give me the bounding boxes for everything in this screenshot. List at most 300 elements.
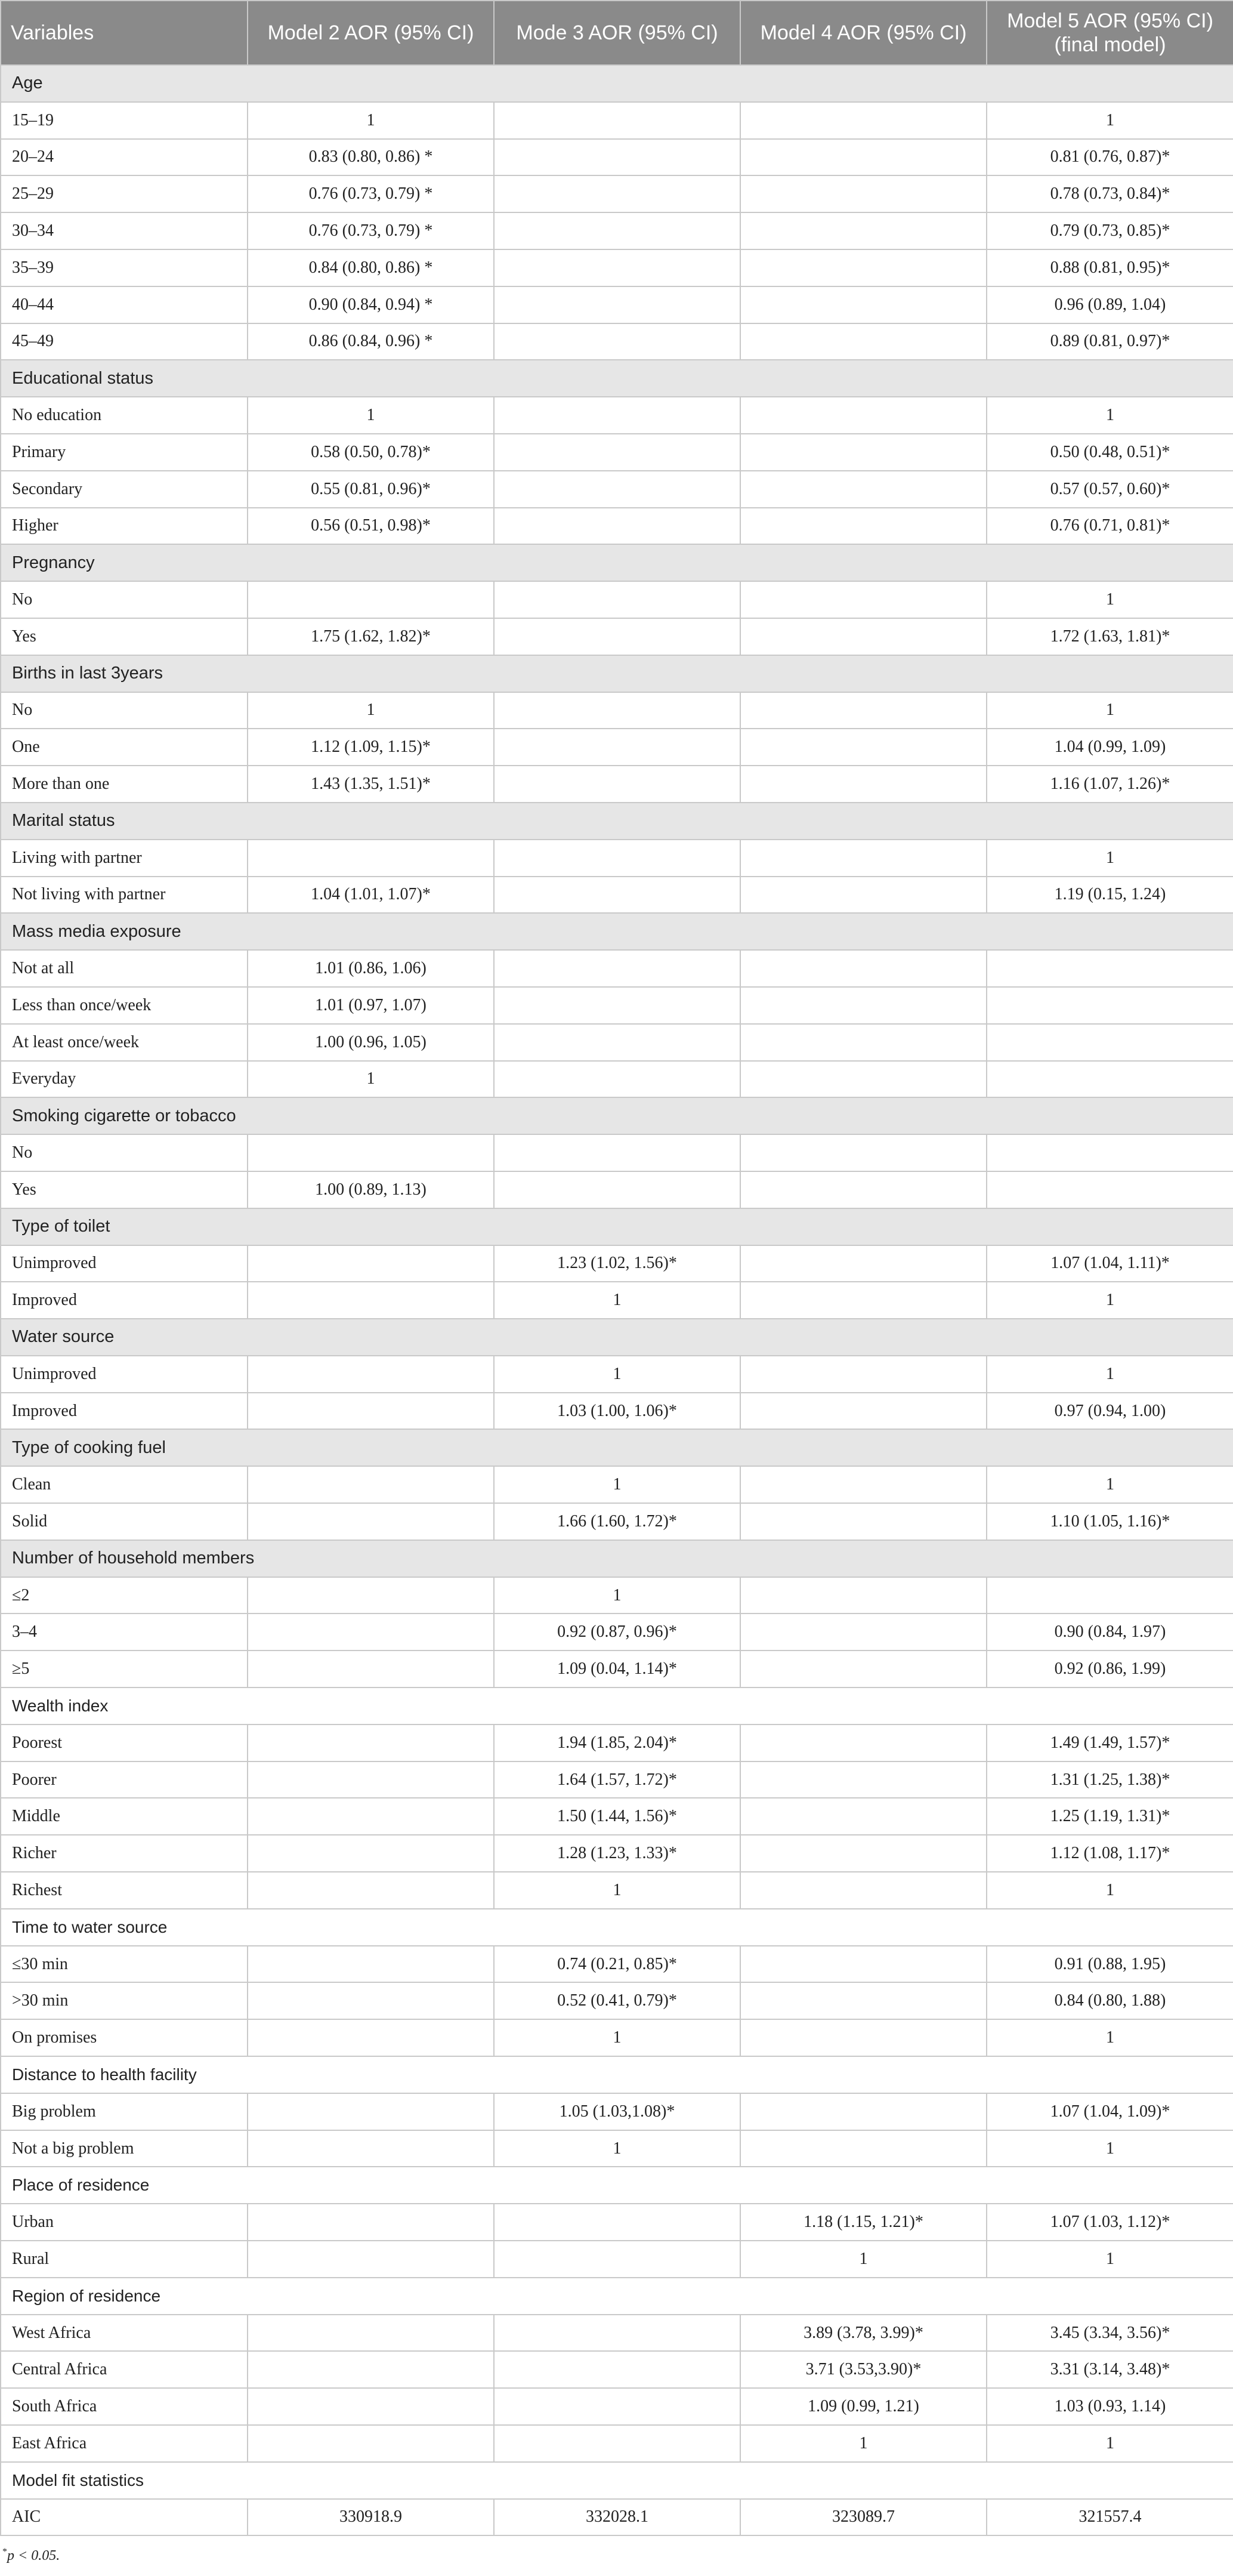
variable-cell: Not at all: [1, 950, 248, 987]
variable-cell: Yes: [1, 1171, 248, 1208]
model-3-cell: [494, 2315, 740, 2352]
variable-cell: Clean: [1, 1466, 248, 1503]
header-model-2: Model 2 AOR (95% CI): [248, 1, 494, 65]
table-row: [1, 1798, 1233, 1835]
model-4-cell: [740, 1061, 987, 1098]
table-row: [1, 1282, 1233, 1319]
table-row: [1, 2499, 1233, 2536]
model-4-cell: [740, 1134, 987, 1171]
model-2-cell: [248, 2351, 494, 2388]
model-5-cell: [987, 1024, 1233, 1061]
model-2-cell: 0.86 (0.84, 0.96) *: [248, 323, 494, 360]
model-2-cell: 1.01 (0.86, 1.06): [248, 950, 494, 987]
model-4-cell: [740, 1577, 987, 1614]
variable-cell: 45–49: [1, 323, 248, 360]
model-3-cell: 1.64 (1.57, 1.72)*: [494, 1761, 740, 1798]
model-3-cell: 1.23 (1.02, 1.56)*: [494, 1245, 740, 1282]
variable-cell: No: [1, 692, 248, 729]
model-3-cell: [494, 581, 740, 618]
model-4-cell: 1.18 (1.15, 1.21)*: [740, 2204, 987, 2241]
model-5-cell: 1: [987, 2019, 1233, 2056]
model-3-cell: [494, 397, 740, 434]
model-2-cell: [248, 1577, 494, 1614]
model-3-cell: [494, 249, 740, 286]
model-5-cell: 1: [987, 2130, 1233, 2167]
model-5-cell: 1: [987, 397, 1233, 434]
section-label: Water source: [1, 1319, 1233, 1356]
section-label: Type of cooking fuel: [1, 1429, 1233, 1466]
model-4-cell: [740, 2093, 987, 2130]
model-3-cell: [494, 2241, 740, 2278]
section-label: Pregnancy: [1, 544, 1233, 581]
model-5-cell: 0.96 (0.89, 1.04): [987, 286, 1233, 323]
model-5-cell: 1: [987, 102, 1233, 139]
model-2-cell: [248, 2425, 494, 2462]
table-row: [1, 692, 1233, 729]
table-row: [1, 1577, 1233, 1614]
header-model-3: Mode 3 AOR (95% CI): [494, 1, 740, 65]
model-3-cell: [494, 1171, 740, 1208]
table-row: [1, 618, 1233, 655]
section-label: Educational status: [1, 360, 1233, 397]
model-4-cell: [740, 1614, 987, 1651]
model-3-cell: 1: [494, 1577, 740, 1614]
model-4-cell: [740, 729, 987, 766]
section-header-row: [1, 803, 1233, 840]
table-row: [1, 987, 1233, 1024]
table-row: [1, 1982, 1233, 2019]
subgroup-label: Distance to health facility: [1, 2056, 1233, 2093]
model-4-cell: [740, 1761, 987, 1798]
model-2-cell: [248, 1282, 494, 1319]
model-3-cell: [494, 950, 740, 987]
model-2-cell: [248, 1134, 494, 1171]
model-5-cell: 321557.4: [987, 2499, 1233, 2536]
model-3-cell: [494, 323, 740, 360]
model-4-cell: [740, 397, 987, 434]
model-3-cell: 332028.1: [494, 2499, 740, 2536]
table-body: [1, 65, 1233, 2535]
model-4-cell: [740, 102, 987, 139]
model-2-cell: [248, 2130, 494, 2167]
model-3-cell: 1: [494, 2019, 740, 2056]
variable-cell: Living with partner: [1, 840, 248, 877]
table-row: [1, 1651, 1233, 1687]
model-4-cell: [740, 323, 987, 360]
model-5-cell: 0.84 (0.80, 1.88): [987, 1982, 1233, 2019]
variable-cell: ≤2: [1, 1577, 248, 1614]
model-5-cell: 1: [987, 1356, 1233, 1393]
table-row: [1, 2019, 1233, 2056]
model-2-cell: 0.55 (0.81, 0.96)*: [248, 471, 494, 508]
model-5-cell: 0.78 (0.73, 0.84)*: [987, 175, 1233, 212]
footnote: [2, 2547, 60, 2564]
model-4-cell: [740, 1466, 987, 1503]
model-5-cell: 0.88 (0.81, 0.95)*: [987, 249, 1233, 286]
table-row: [1, 397, 1233, 434]
table-row: [1, 766, 1233, 803]
model-3-cell: 1: [494, 1466, 740, 1503]
subgroup-label-row: [1, 2278, 1233, 2315]
section-header-row: [1, 1097, 1233, 1134]
model-5-cell: 1.31 (1.25, 1.38)*: [987, 1761, 1233, 1798]
model-2-cell: [248, 1466, 494, 1503]
variable-cell: Poorest: [1, 1724, 248, 1761]
variable-cell: Richest: [1, 1872, 248, 1909]
model-3-cell: [494, 175, 740, 212]
model-2-cell: [248, 1724, 494, 1761]
model-2-cell: 0.84 (0.80, 0.86) *: [248, 249, 494, 286]
model-5-cell: 1: [987, 840, 1233, 877]
header-variables: Variables: [1, 1, 248, 65]
subgroup-label: Model fit statistics: [1, 2462, 1233, 2499]
model-3-cell: 0.52 (0.41, 0.79)*: [494, 1982, 740, 2019]
table-row: [1, 1761, 1233, 1798]
model-4-cell: [740, 1651, 987, 1687]
model-3-cell: 1.94 (1.85, 2.04)*: [494, 1724, 740, 1761]
model-2-cell: [248, 1614, 494, 1651]
table-row: [1, 139, 1233, 176]
variable-cell: No: [1, 581, 248, 618]
model-2-cell: [248, 2019, 494, 2056]
variable-cell: Middle: [1, 1798, 248, 1835]
model-2-cell: [248, 2241, 494, 2278]
model-3-cell: [494, 840, 740, 877]
model-5-cell: 1.12 (1.08, 1.17)*: [987, 1835, 1233, 1872]
variable-cell: 35–39: [1, 249, 248, 286]
variable-cell: Poorer: [1, 1761, 248, 1798]
model-3-cell: 1.50 (1.44, 1.56)*: [494, 1798, 740, 1835]
model-2-cell: [248, 2388, 494, 2425]
model-4-cell: [740, 249, 987, 286]
model-2-cell: 0.83 (0.80, 0.86) *: [248, 139, 494, 176]
section-header-row: [1, 655, 1233, 692]
model-5-cell: 0.91 (0.88, 1.95): [987, 1946, 1233, 1983]
model-5-cell: 0.81 (0.76, 0.87)*: [987, 139, 1233, 176]
variable-cell: Higher: [1, 508, 248, 545]
model-5-cell: 3.31 (3.14, 3.48)*: [987, 2351, 1233, 2388]
model-5-cell: 0.57 (0.57, 0.60)*: [987, 471, 1233, 508]
model-4-cell: [740, 1171, 987, 1208]
model-2-cell: [248, 1651, 494, 1687]
variable-cell: ≤30 min: [1, 1946, 248, 1983]
model-2-cell: [248, 840, 494, 877]
table-row: [1, 581, 1233, 618]
model-3-cell: [494, 2204, 740, 2241]
variable-cell: More than one: [1, 766, 248, 803]
model-5-cell: 3.45 (3.34, 3.56)*: [987, 2315, 1233, 2352]
model-3-cell: 0.74 (0.21, 0.85)*: [494, 1946, 740, 1983]
table-row: [1, 2241, 1233, 2278]
table-row: [1, 950, 1233, 987]
model-3-cell: 1: [494, 2130, 740, 2167]
model-5-cell: 1.16 (1.07, 1.26)*: [987, 766, 1233, 803]
model-5-cell: 0.90 (0.84, 1.97): [987, 1614, 1233, 1651]
model-4-cell: [740, 1245, 987, 1282]
model-2-cell: [248, 1503, 494, 1540]
subgroup-label: Time to water source: [1, 1909, 1233, 1946]
model-5-cell: 1.07 (1.04, 1.11)*: [987, 1245, 1233, 1282]
variable-cell: ≥5: [1, 1651, 248, 1687]
model-2-cell: 1.00 (0.89, 1.13): [248, 1171, 494, 1208]
table-row: [1, 508, 1233, 545]
model-4-cell: [740, 471, 987, 508]
model-3-cell: [494, 987, 740, 1024]
model-5-cell: 1.49 (1.49, 1.57)*: [987, 1724, 1233, 1761]
variable-cell: On promises: [1, 2019, 248, 2056]
model-3-cell: [494, 1024, 740, 1061]
variable-cell: At least once/week: [1, 1024, 248, 1061]
section-header-row: [1, 65, 1233, 102]
variable-cell: 20–24: [1, 139, 248, 176]
variable-cell: Unimproved: [1, 1245, 248, 1282]
variable-cell: Secondary: [1, 471, 248, 508]
footnote-mark: *: [2, 2547, 7, 2557]
model-3-cell: [494, 434, 740, 471]
table-row: [1, 877, 1233, 914]
model-5-cell: 0.76 (0.71, 0.81)*: [987, 508, 1233, 545]
variable-cell: 30–34: [1, 212, 248, 249]
model-2-cell: [248, 1982, 494, 2019]
model-5-cell: [987, 1061, 1233, 1098]
subgroup-label-row: [1, 1687, 1233, 1724]
table-row: [1, 249, 1233, 286]
variable-cell: West Africa: [1, 2315, 248, 2352]
subgroup-label: Place of residence: [1, 2167, 1233, 2204]
table-row: [1, 1835, 1233, 1872]
variable-cell: Rural: [1, 2241, 248, 2278]
model-5-cell: 1.04 (0.99, 1.09): [987, 729, 1233, 766]
table-row: [1, 1134, 1233, 1171]
model-3-cell: 0.92 (0.87, 0.96)*: [494, 1614, 740, 1651]
model-3-cell: [494, 2425, 740, 2462]
model-3-cell: [494, 877, 740, 914]
model-3-cell: [494, 286, 740, 323]
section-header-row: [1, 544, 1233, 581]
section-label: Smoking cigarette or tobacco: [1, 1097, 1233, 1134]
model-5-cell: 0.89 (0.81, 0.97)*: [987, 323, 1233, 360]
model-4-cell: [740, 950, 987, 987]
table-row: [1, 1393, 1233, 1430]
model-4-cell: [740, 1393, 987, 1430]
model-2-cell: [248, 1872, 494, 1909]
model-2-cell: [248, 1835, 494, 1872]
model-4-cell: [740, 139, 987, 176]
model-4-cell: [740, 1356, 987, 1393]
model-2-cell: [248, 1245, 494, 1282]
table-row: [1, 175, 1233, 212]
model-3-cell: [494, 471, 740, 508]
model-2-cell: [248, 1761, 494, 1798]
variable-cell: Central Africa: [1, 2351, 248, 2388]
section-label: Age: [1, 65, 1233, 102]
model-4-cell: 1: [740, 2241, 987, 2278]
model-2-cell: 1: [248, 1061, 494, 1098]
section-header-row: [1, 1540, 1233, 1577]
footnote-text: p < 0.05.: [7, 2548, 60, 2563]
model-5-cell: [987, 1171, 1233, 1208]
model-2-cell: 330918.9: [248, 2499, 494, 2536]
model-3-cell: 1: [494, 1872, 740, 1909]
model-2-cell: 1.04 (1.01, 1.07)*: [248, 877, 494, 914]
model-5-cell: 0.50 (0.48, 0.51)*: [987, 434, 1233, 471]
model-2-cell: [248, 1798, 494, 1835]
model-4-cell: [740, 2019, 987, 2056]
model-3-cell: [494, 139, 740, 176]
model-5-cell: 1: [987, 2425, 1233, 2462]
model-5-cell: [987, 950, 1233, 987]
model-3-cell: [494, 102, 740, 139]
table-row: [1, 2425, 1233, 2462]
model-4-cell: 323089.7: [740, 2499, 987, 2536]
model-5-cell: 1.19 (0.15, 1.24): [987, 877, 1233, 914]
model-5-cell: 0.79 (0.73, 0.85)*: [987, 212, 1233, 249]
model-2-cell: [248, 2093, 494, 2130]
section-header-row: [1, 1429, 1233, 1466]
model-5-cell: 1: [987, 692, 1233, 729]
subgroup-label-row: [1, 2056, 1233, 2093]
model-2-cell: 0.76 (0.73, 0.79) *: [248, 212, 494, 249]
model-3-cell: [494, 618, 740, 655]
table-row: [1, 1024, 1233, 1061]
table-row: [1, 1946, 1233, 1983]
model-5-cell: 1: [987, 581, 1233, 618]
variable-cell: >30 min: [1, 1982, 248, 2019]
section-label: Births in last 3years: [1, 655, 1233, 692]
table-row: [1, 434, 1233, 471]
model-3-cell: [494, 692, 740, 729]
model-4-cell: [740, 1024, 987, 1061]
model-5-cell: 1.72 (1.63, 1.81)*: [987, 618, 1233, 655]
model-4-cell: [740, 692, 987, 729]
variable-cell: Not living with partner: [1, 877, 248, 914]
model-2-cell: [248, 1356, 494, 1393]
variable-cell: One: [1, 729, 248, 766]
variable-cell: Solid: [1, 1503, 248, 1540]
model-5-cell: 0.97 (0.94, 1.00): [987, 1393, 1233, 1430]
model-2-cell: 0.76 (0.73, 0.79) *: [248, 175, 494, 212]
variable-cell: Yes: [1, 618, 248, 655]
model-4-cell: [740, 508, 987, 545]
model-5-cell: 1: [987, 1466, 1233, 1503]
model-5-cell: 1: [987, 1872, 1233, 1909]
model-5-cell: 1.25 (1.19, 1.31)*: [987, 1798, 1233, 1835]
model-2-cell: 1.12 (1.09, 1.15)*: [248, 729, 494, 766]
model-4-cell: [740, 1835, 987, 1872]
model-4-cell: [740, 618, 987, 655]
model-4-cell: [740, 1503, 987, 1540]
model-2-cell: 1.75 (1.62, 1.82)*: [248, 618, 494, 655]
model-2-cell: 0.90 (0.84, 0.94) *: [248, 286, 494, 323]
table-row: [1, 102, 1233, 139]
model-3-cell: 1.09 (0.04, 1.14)*: [494, 1651, 740, 1687]
model-2-cell: [248, 2315, 494, 2352]
section-header-row: [1, 1208, 1233, 1245]
model-3-cell: 1.28 (1.23, 1.33)*: [494, 1835, 740, 1872]
model-4-cell: [740, 286, 987, 323]
section-label: Type of toilet: [1, 1208, 1233, 1245]
table-row: [1, 729, 1233, 766]
model-3-cell: 1.05 (1.03,1.08)*: [494, 2093, 740, 2130]
model-2-cell: 1.01 (0.97, 1.07): [248, 987, 494, 1024]
model-5-cell: [987, 1134, 1233, 1171]
variable-cell: Not a big problem: [1, 2130, 248, 2167]
table-row: [1, 1872, 1233, 1909]
model-2-cell: 1: [248, 397, 494, 434]
table-row: [1, 2315, 1233, 2352]
section-header-row: [1, 913, 1233, 950]
model-4-cell: 3.89 (3.78, 3.99)*: [740, 2315, 987, 2352]
model-5-cell: 1.03 (0.93, 1.14): [987, 2388, 1233, 2425]
subgroup-label-row: [1, 2462, 1233, 2499]
table-row: [1, 1503, 1233, 1540]
variable-cell: Big problem: [1, 2093, 248, 2130]
subgroup-label-row: [1, 2167, 1233, 2204]
variable-cell: No: [1, 1134, 248, 1171]
section-label: Mass media exposure: [1, 913, 1233, 950]
table-row: [1, 1614, 1233, 1651]
variable-cell: South Africa: [1, 2388, 248, 2425]
section-header-row: [1, 360, 1233, 397]
subgroup-label: Wealth index: [1, 1687, 1233, 1724]
section-header-row: [1, 1319, 1233, 1356]
model-2-cell: [248, 1393, 494, 1430]
model-4-cell: [740, 877, 987, 914]
model-5-cell: 1.10 (1.05, 1.16)*: [987, 1503, 1233, 1540]
model-2-cell: 1: [248, 102, 494, 139]
table-row: [1, 323, 1233, 360]
model-4-cell: [740, 1982, 987, 2019]
model-5-cell: 1: [987, 1282, 1233, 1319]
model-2-cell: [248, 581, 494, 618]
model-4-cell: [740, 1282, 987, 1319]
variable-cell: Primary: [1, 434, 248, 471]
table-row: [1, 2388, 1233, 2425]
model-3-cell: [494, 1134, 740, 1171]
model-2-cell: 1: [248, 692, 494, 729]
model-5-cell: 1.07 (1.03, 1.12)*: [987, 2204, 1233, 2241]
table-row: [1, 212, 1233, 249]
model-4-cell: [740, 840, 987, 877]
model-3-cell: [494, 212, 740, 249]
model-5-cell: 1: [987, 2241, 1233, 2278]
model-2-cell: [248, 1946, 494, 1983]
model-3-cell: 1: [494, 1282, 740, 1319]
variable-cell: Improved: [1, 1393, 248, 1430]
variable-cell: Unimproved: [1, 1356, 248, 1393]
model-4-cell: [740, 1798, 987, 1835]
model-4-cell: [740, 1946, 987, 1983]
model-4-cell: [740, 581, 987, 618]
model-5-cell: [987, 1577, 1233, 1614]
header-model-5: Model 5 AOR (95% CI) (final model): [987, 1, 1233, 65]
model-2-cell: 0.56 (0.51, 0.98)*: [248, 508, 494, 545]
variable-cell: AIC: [1, 2499, 248, 2536]
model-2-cell: 1.00 (0.96, 1.05): [248, 1024, 494, 1061]
model-3-cell: [494, 508, 740, 545]
subgroup-label: Region of residence: [1, 2278, 1233, 2315]
model-4-cell: [740, 766, 987, 803]
table-row: [1, 1724, 1233, 1761]
table-row: [1, 1466, 1233, 1503]
table-row: [1, 2093, 1233, 2130]
variable-cell: 40–44: [1, 286, 248, 323]
variable-cell: Less than once/week: [1, 987, 248, 1024]
table-row: [1, 471, 1233, 508]
model-3-cell: [494, 766, 740, 803]
model-4-cell: 3.71 (3.53,3.90)*: [740, 2351, 987, 2388]
model-4-cell: 1.09 (0.99, 1.21): [740, 2388, 987, 2425]
